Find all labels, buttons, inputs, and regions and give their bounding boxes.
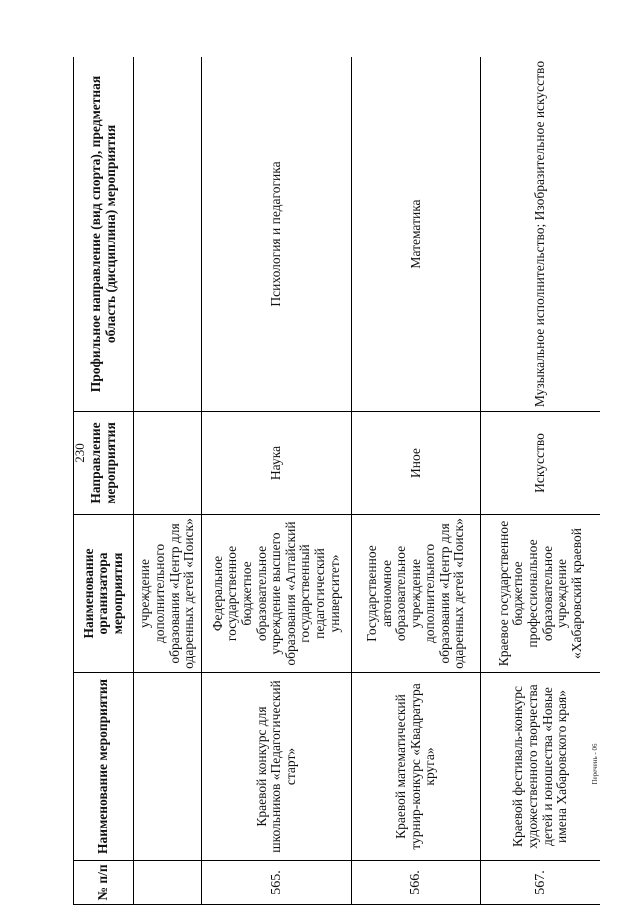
header-num: № п/п (74, 861, 134, 905)
table-row (481, 57, 601, 905)
cell-num: 567. (481, 861, 601, 905)
events-table-container (73, 57, 600, 905)
cell-organizer: учреждение дополнительного образования «Центр для одаренных детей «Поиск» (134, 515, 202, 673)
cell-name: Краевой фестиваль-конкурс художественного творчества детей и юношества «Новые имена Хабаровского края» (481, 673, 601, 861)
footer-note: Перечень - 06 (591, 743, 599, 785)
table-row (202, 57, 352, 905)
header-name: Наименование мероприятия (74, 673, 134, 861)
cell-empty (134, 673, 202, 861)
cell-organizer: Краевое государственное бюджетное профессиональное образовательное учреждение «Хабаровский краевой (481, 515, 601, 673)
cell-name: Краевой математический турнир-конкурс «Квадратура круга» (352, 673, 481, 861)
cell-direction: Иное (352, 412, 481, 515)
cell-empty (134, 412, 202, 515)
cell-num: 566. (352, 861, 481, 905)
cell-organizer: Государственное автономное образовательное учреждение дополнительного образования «Центр для одаренных детей «Поиск» (352, 515, 481, 673)
cell-organizer: Федеральное государственное бюджетное образовательное учреждение высшего образования «Алтайский государственный педагогический университет» (202, 515, 352, 673)
cell-profile: Музыкальное исполнительство; Изобразительное искусство (481, 57, 601, 412)
header-organizer: Наименование организатора мероприятия (74, 515, 134, 673)
cell-direction: Наука (202, 412, 352, 515)
table-row-continuation (134, 57, 202, 905)
cell-empty (134, 861, 202, 905)
cell-profile: Психология и педагогика (202, 57, 352, 412)
header-direction: Направление мероприятия (74, 412, 134, 515)
cell-direction: Искусство (481, 412, 601, 515)
cell-profile: Математика (352, 57, 481, 412)
cell-name: Краевой конкурс для школьников «Педагогический старт» (202, 673, 352, 861)
table-row (352, 57, 481, 905)
table-header-row (74, 57, 134, 905)
events-table (73, 57, 600, 905)
cell-empty (134, 57, 202, 412)
header-profile: Профильное направление (вид спорта), предметная область (дисциплина) мероприятия (74, 57, 134, 412)
cell-num: 565. (202, 861, 352, 905)
page-number: 230 (72, 443, 87, 463)
rotated-table (73, 57, 600, 905)
